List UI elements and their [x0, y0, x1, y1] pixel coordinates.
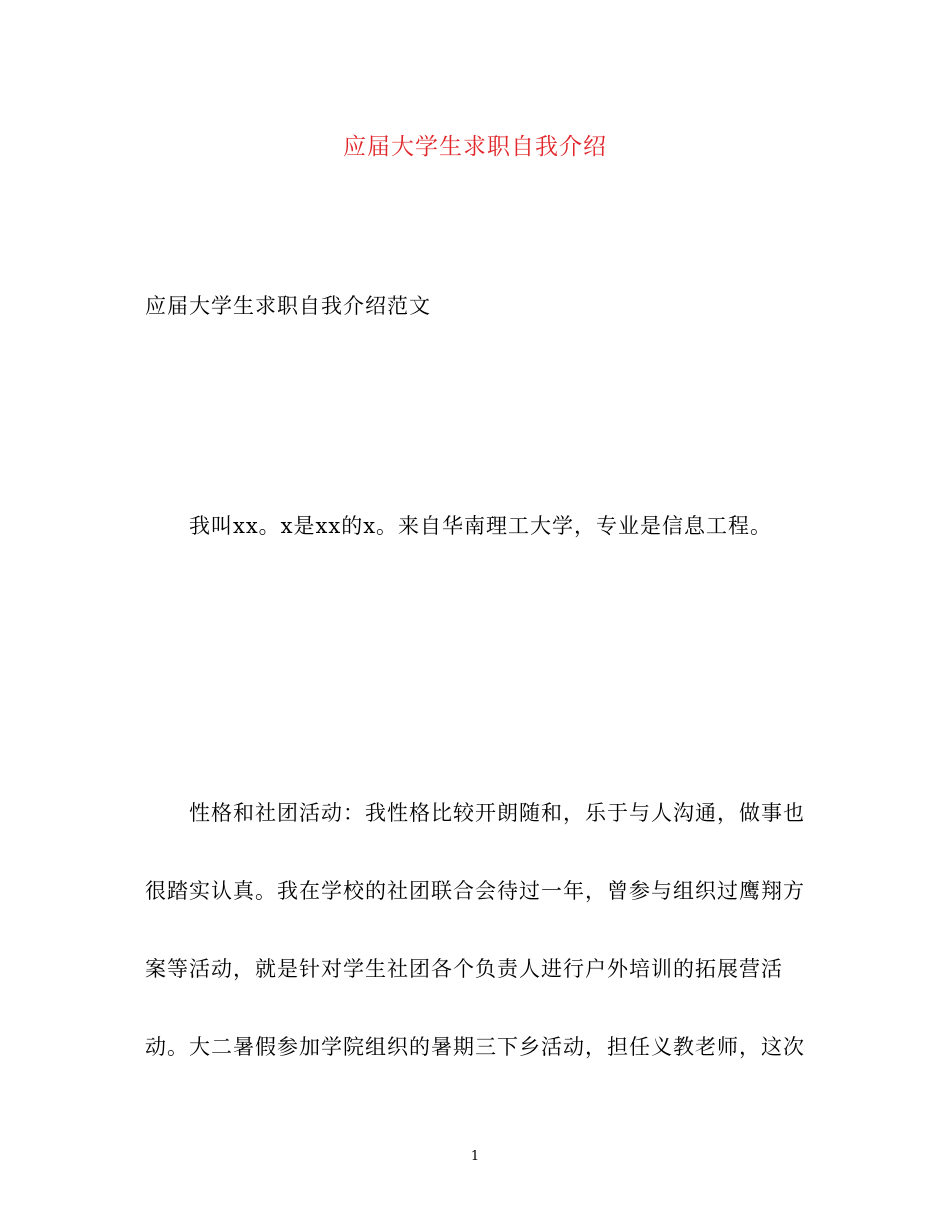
- paragraph-line: 案等活动，就是针对学生社团各个负责人进行户外培训的拓展营活: [145, 957, 783, 981]
- personality-paragraph: [145, 797, 805, 1109]
- document-subtitle: 应届大学生求职自我介绍范文: [145, 294, 431, 318]
- intro-paragraph: 我叫xx。x是xx的x。来自华南理工大学，专业是信息工程。: [189, 514, 773, 538]
- paragraph-line: 动。大二暑假参加学院组织的暑期三下乡活动，担任义教老师，这次: [145, 1035, 805, 1059]
- paragraph-line: 很踏实认真。我在学校的社团联合会待过一年，曾参与组织过鹰翔方: [145, 879, 805, 903]
- document-title: 应届大学生求职自我介绍: [343, 134, 607, 160]
- paragraph-line: 性格和社团活动：我性格比较开朗随和，乐于与人沟通，做事也: [189, 801, 805, 825]
- page-number: 1: [470, 1149, 480, 1164]
